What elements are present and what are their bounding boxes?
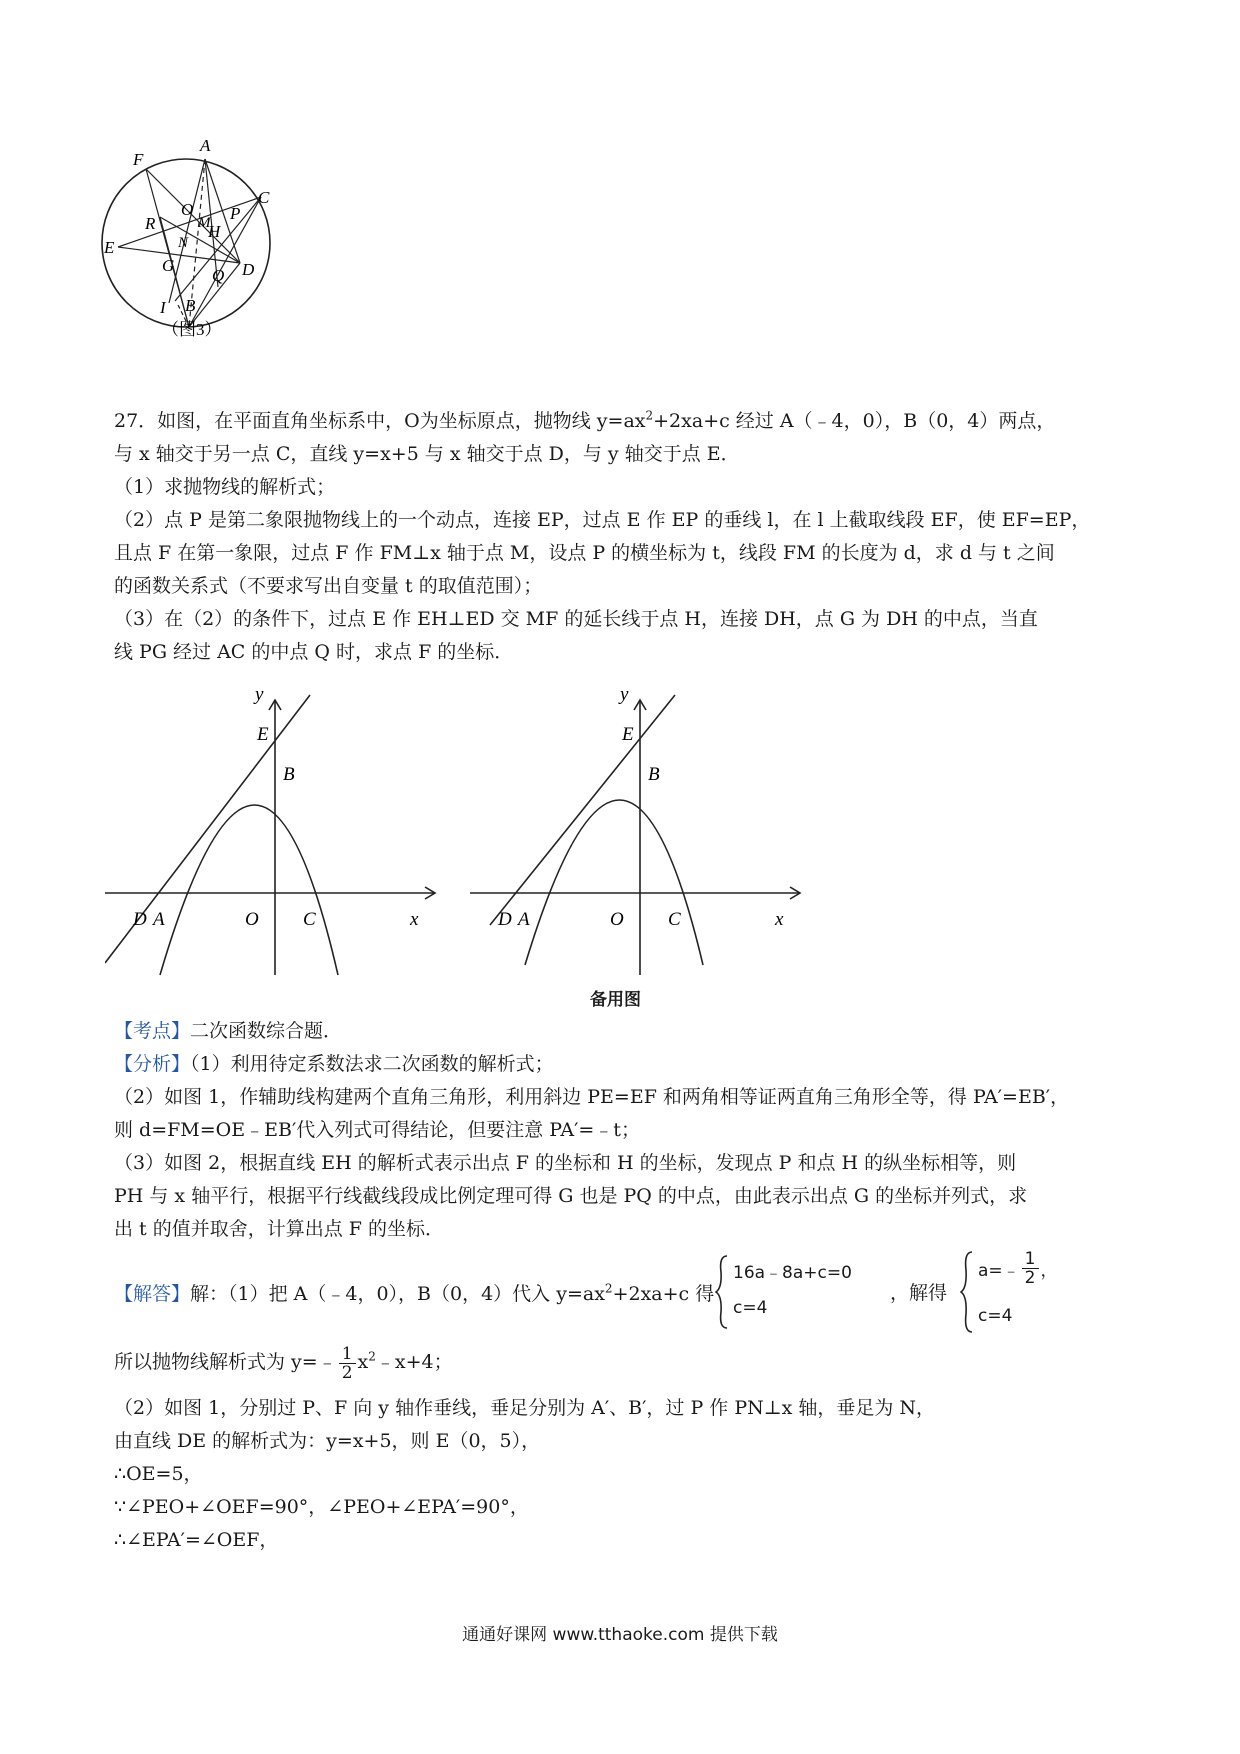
fenxi-line-1: 【分析】（1）利用待定系数法求二次函数的解析式； <box>114 1053 554 1075</box>
page-footer: 通通好课网 www.tthaoke.com 提供下载 <box>462 1625 778 1645</box>
problem-line-1: 27．如图，在平面直角坐标系中，O为坐标原点，抛物线 $y=ax^2+2xa+c$ 经过 A（﹣4，0），B（0，4）两点， <box>114 408 1056 432</box>
jieda-line-4: 由直线 DE 的解析式为：y=x+5，则 E（0，5）， <box>114 1430 541 1452</box>
graph2-label-A: A <box>518 909 530 930</box>
graph1-label-E: E <box>257 724 269 745</box>
graph2-label-O: O <box>610 909 624 930</box>
jieda-line-7: ∴∠EPA′=∠OEF， <box>114 1529 279 1551</box>
fig3-caption: （图3） <box>162 320 222 339</box>
graph2-label-D: D <box>498 909 512 930</box>
problem-line-2: 与 x 轴交于另一点 C，直线 y=x+5 与 x 轴交于点 D，与 y 轴交于点 E． <box>114 443 740 465</box>
question-3-line-2: 线 PG 经过 AC 的中点 Q 时，求点 F 的坐标． <box>114 641 514 663</box>
fenxi-line-5: PH 与 x 轴平行，根据平行线截线段成比例定理可得 G 也是 PQ 的中点，由此表示出点 G 的坐标并列式，求 <box>114 1185 1028 1207</box>
graph2-label-E: E <box>622 724 634 745</box>
question-2-line-2: 且点 F 在第一象限，过点 F 作 FM⊥x 轴于点 M，设点 P 的横坐标为 t，线段 FM 的长度为 d，求 d 与 t 之间 <box>114 542 1055 564</box>
fig3-label-F: F <box>133 150 144 169</box>
jieda-tag: 【解答】 <box>114 1283 191 1305</box>
kaodian-tag: 【考点】 <box>114 1020 191 1042</box>
brace-2 <box>960 1248 974 1336</box>
fig3-label-B: B <box>185 296 196 315</box>
fig3-label-A: A <box>200 136 211 155</box>
fenxi-line-4: （3）如图 2，根据直线 EH 的解析式表示出点 F 的坐标和 H 的坐标，发现点 P 和点 H 的纵坐标相等，则 <box>114 1152 1017 1174</box>
graph2-label-B: B <box>648 764 660 785</box>
jieda-solve-word: ，解得 <box>890 1282 948 1304</box>
fig3-label-Q: Q <box>212 266 225 285</box>
brace-1 <box>715 1252 729 1332</box>
graph-spare <box>470 675 810 985</box>
question-2-line-3: 的函数关系式（不要求写出自变量 t 的取值范围）； <box>114 575 543 597</box>
fig3-label-H: H <box>208 222 221 241</box>
question-1: （1）求抛物线的解析式； <box>114 476 336 498</box>
question-3-line-1: （3）在（2）的条件下，过点 E 作 EH⊥ED 交 MF 的延长线于点 H，连接 DH，点 G 为 DH 的中点，当直 <box>114 608 1038 630</box>
sys2-eq2: c=4 <box>978 1306 1013 1326</box>
fenxi-line-2: （2）如图 1，作辅助线构建两个直角三角形，利用斜边 PE=EF 和两角相等证两直角三角形全等，得 PA′=EB′， <box>114 1086 1070 1108</box>
graph1-label-B: B <box>283 764 295 785</box>
fig3-label-E: E <box>104 238 115 257</box>
graph2-label-x: x <box>775 909 784 930</box>
fig3-label-G: G <box>162 256 175 275</box>
fig3-label-P: P <box>230 204 241 223</box>
figure-3-circle-diagram <box>100 135 300 375</box>
graph1-label-C: C <box>303 909 316 930</box>
spare-figure-caption: 备用图 <box>590 990 641 1010</box>
graph1-label-D: D <box>133 909 147 930</box>
fig3-label-C: C <box>258 188 270 207</box>
question-2-line-1: （2）点 P 是第二象限抛物线上的一个动点，连接 EP，过点 E 作 EP 的垂线 l，在 l 上截取线段 EF，使 EF=EP， <box>114 509 1091 531</box>
sys2-eq1: a=﹣ $\frac{1}{2}$ ， <box>978 1249 1058 1288</box>
sys1-eq1: 16a﹣8a+c=0 <box>733 1263 852 1283</box>
jieda-line-5: ∴OE=5， <box>114 1463 203 1485</box>
graph1-label-O: O <box>245 909 259 930</box>
jieda-line-3: （2）如图 1，分别过 P、F 向 y 轴作垂线，垂足分别为 A′、B′，过 P 作 PN⊥x 轴，垂足为 N， <box>114 1397 936 1419</box>
sys1-eq2: c=4 <box>733 1298 768 1318</box>
graph1-label-y: y <box>255 684 264 705</box>
fig3-label-N: N <box>178 235 189 251</box>
graph-main <box>105 675 445 985</box>
jieda-line-2: 所以抛物线解析式为 y=﹣ $\frac{1}{2}$ $x^2﹣x+4$； <box>114 1343 453 1383</box>
fenxi-line-6: 出 t 的值并取舍，计算出点 F 的坐标． <box>114 1218 444 1240</box>
kaodian-line: 【考点】二次函数综合题． <box>114 1020 343 1042</box>
fig3-label-O: O <box>181 200 194 219</box>
graph2-label-y: y <box>620 684 629 705</box>
fig3-label-D: D <box>242 260 255 279</box>
fig3-label-I: I <box>160 298 166 317</box>
jieda-line-1: 【解答】解：（1）把 A（﹣4，0），B（0，4）代入 $y=ax^2+2xa+c$ 得 <box>114 1281 715 1305</box>
graph1-label-A: A <box>153 909 165 930</box>
graph2-label-C: C <box>668 909 681 930</box>
jieda-line-6: ∵∠PEO+∠OEF=90°，∠PEO+∠EPA′=90°， <box>114 1496 529 1518</box>
fenxi-line-3: 则 d=FM=OE﹣EB′代入列式可得结论，但要注意 PA′=﹣t； <box>114 1119 640 1141</box>
fig3-label-M: M <box>198 215 211 231</box>
fig3-label-R: R <box>145 214 156 233</box>
fenxi-tag: 【分析】 <box>114 1053 191 1075</box>
graph1-label-x: x <box>410 909 419 930</box>
